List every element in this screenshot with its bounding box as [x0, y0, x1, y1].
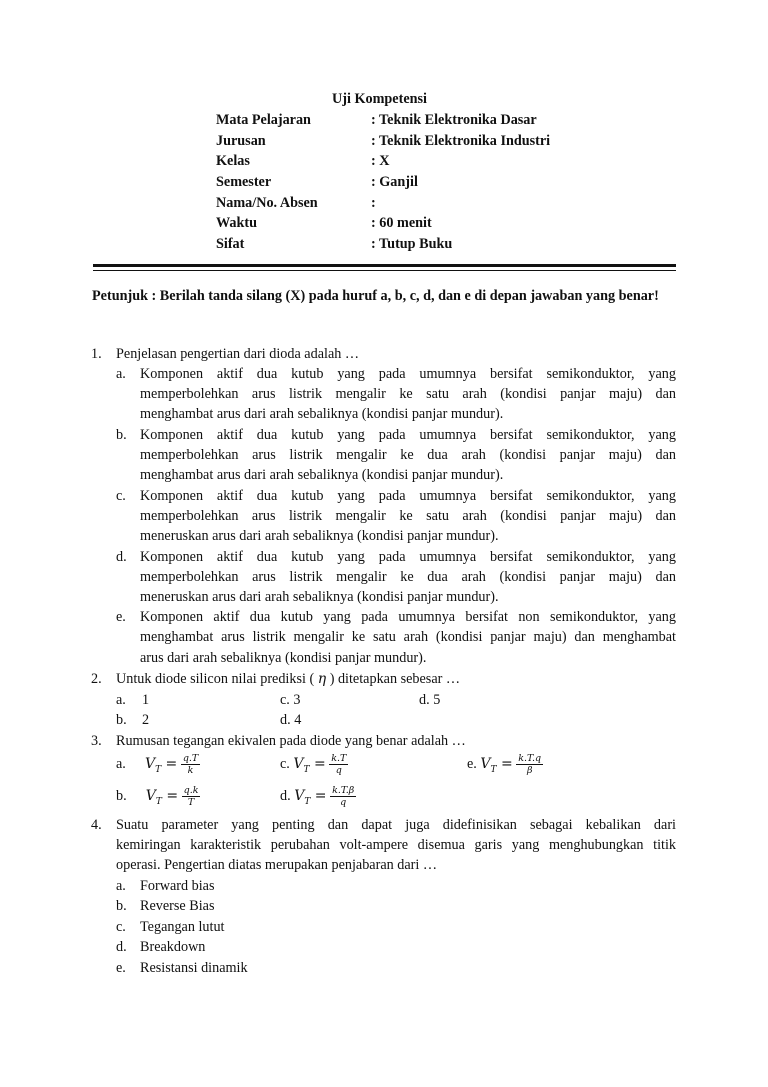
q4-text-line: kemiringan karakteristik perubahan volt-ampere disemua garis yang menghubungkan titik	[116, 837, 676, 853]
header-divider-thick	[93, 264, 676, 267]
q2-number: 2.	[91, 671, 102, 687]
q1-option-e-line: Komponen aktif dua kutub yang pada umumnya bersifat non semikonduktor, yang	[140, 609, 676, 625]
q1-option-b-line: memperbolehkan arus listrik mengalir ke dua arah (kondisi panjar maju) dan	[140, 447, 676, 463]
q4-option-c-letter: c.	[116, 919, 126, 935]
q3-option-e-prefix: e.	[467, 755, 477, 772]
q4-text-line: operasi. Pengertian diatas merupakan penjabaran dari …	[116, 857, 438, 873]
voltage-symbol: $V_T$	[294, 787, 311, 807]
q3-number: 3.	[91, 733, 102, 749]
q4-option-d-text: Breakdown	[140, 939, 206, 955]
q4-number: 4.	[91, 817, 102, 833]
header-value-semester: : Ganjil	[371, 174, 418, 190]
header-value-subject: : Teknik Elektronika Dasar	[371, 112, 537, 128]
q3-option-b: b. $V_T$ = $\frac{q.k}{T}$	[116, 785, 199, 808]
header-label-class: Kelas	[216, 153, 250, 169]
q4-option-b-letter: b.	[116, 898, 127, 914]
q1-option-c-line: meneruskan arus dari arah sebaliknya (kondisi panjar mundur).	[140, 528, 499, 544]
q2-option-e: d. 5	[419, 692, 441, 708]
q3-option-d: d. $V_T$ = $\frac{k.T.\beta}{q}$	[280, 785, 355, 808]
q3-option-a-prefix: a.	[116, 755, 126, 772]
header-label-semester: Semester	[216, 174, 272, 190]
q3-option-c-fraction: $\frac{k.T}{q}$	[331, 753, 347, 776]
q2-text-after: ) ditetapkan sebesar …	[326, 671, 461, 687]
q2-option-a-letter: a.	[116, 692, 126, 708]
q3-option-d-prefix: d.	[280, 787, 291, 804]
q1-option-d-letter: d.	[116, 549, 127, 565]
voltage-symbol: $V_T$	[145, 787, 162, 807]
q1-option-b-letter: b.	[116, 427, 127, 443]
q2-option-b-letter: b.	[116, 712, 127, 728]
q1-option-b-line: Komponen aktif dua kutub yang pada umumnya bersifat semikonduktor, yang	[140, 427, 676, 443]
q3-option-b-fraction: $\frac{q.k}{T}$	[183, 785, 199, 808]
instructions: Petunjuk : Berilah tanda silang (X) pada huruf a, b, c, d, dan e di depan jawaban yang benar!	[92, 288, 659, 304]
q4-option-e-text: Resistansi dinamik	[140, 960, 248, 976]
q1-option-c-line: Komponen aktif dua kutub yang pada umumnya bersifat semikonduktor, yang	[140, 488, 676, 504]
q3-option-b-prefix: b.	[116, 787, 127, 804]
q1-option-a-line: Komponen aktif dua kutub yang pada umumnya bersifat semikonduktor, yang	[140, 366, 676, 382]
voltage-symbol: $V_T$	[293, 755, 310, 775]
header-value-time: : 60 menit	[371, 215, 432, 231]
q3-option-a: a. $V_T$ = $\frac{q.T}{k}$	[116, 753, 199, 776]
voltage-symbol: $V_T$	[144, 755, 162, 775]
q3-option-c: c. $V_T$ = $\frac{k.T}{q}$	[280, 753, 347, 776]
q3-option-c-prefix: c.	[280, 755, 290, 772]
eta-symbol: η	[317, 671, 327, 687]
q4-option-a-letter: a.	[116, 878, 126, 894]
q4-option-c-text: Tegangan lutut	[140, 919, 225, 935]
q1-option-e-line: arus dari arah sebaliknya (kondisi panjar mundur).	[140, 650, 427, 666]
header-label-nature: Sifat	[216, 236, 245, 252]
header-label-department: Jurusan	[216, 133, 266, 149]
q1-option-a-line: menghambat arus dari arah sebaliknya (kondisi panjar mundur).	[140, 406, 504, 422]
header-label-subject: Mata Pelajaran	[216, 112, 311, 128]
q1-option-b-line: menghambat arus dari arah sebaliknya (kondisi panjar mundur).	[140, 467, 504, 483]
header-value-class: : X	[371, 153, 390, 169]
q1-option-e-line: menghambat arus listrik mengalir ke satu arah (kondisi panjar maju) dan menghambat	[140, 629, 676, 645]
q3-option-d-fraction: $\frac{k.T.\beta}{q}$	[332, 785, 355, 808]
q3-option-e-fraction: $\frac{k.T.q}{\beta}$	[518, 753, 542, 776]
q2-option-b-value: 2	[142, 712, 150, 728]
q1-option-d-line: Komponen aktif dua kutub yang pada umumnya bersifat semikonduktor, yang	[140, 549, 676, 565]
q1-option-d-line: memperbolehkan arus listrik mengalir ke dua arah (kondisi panjar maju) dan	[140, 569, 676, 585]
q1-option-a-letter: a.	[116, 366, 126, 382]
q3-option-e: e. $V_T$ = $\frac{k.T.q}{\beta}$	[467, 753, 542, 776]
q1-option-c-letter: c.	[116, 488, 126, 504]
q4-text-line: Suatu parameter yang penting dan dapat juga didefinisikan sebagai kebalikan dari	[116, 817, 676, 833]
header-value-nature: : Tutup Buku	[371, 236, 453, 252]
q3-text: Rumusan tegangan ekivalen pada diode yang benar adalah …	[116, 733, 466, 749]
q4-option-d-letter: d.	[116, 939, 127, 955]
q2-option-d: d. 4	[280, 712, 302, 728]
q1-option-c-line: memperbolehkan arus listrik mengalir ke satu arah (kondisi panjar maju) dan	[140, 508, 676, 524]
header-label-name: Nama/No. Absen	[216, 195, 318, 211]
q2-option-a-value: 1	[142, 692, 150, 708]
page-title: Uji Kompetensi	[332, 91, 427, 107]
q1-option-a-line: memperbolehkan arus listrik mengalir ke satu arah (kondisi panjar maju) dan	[140, 386, 676, 402]
header-label-time: Waktu	[216, 215, 258, 231]
q1-option-d-line: meneruskan arus dari arah sebaliknya (kondisi panjar mundur).	[140, 589, 499, 605]
q4-option-a-text: Forward bias	[140, 878, 215, 894]
q1-number: 1.	[91, 346, 102, 362]
q4-option-b-text: Reverse Bias	[140, 898, 215, 914]
header-value-department: : Teknik Elektronika Industri	[371, 133, 551, 149]
header-value-name: :	[371, 195, 376, 211]
q3-option-a-fraction: $\frac{q.T}{k}$	[182, 753, 199, 776]
voltage-symbol: $V_T$	[480, 755, 497, 775]
q2-text	[116, 671, 460, 688]
q4-option-e-letter: e.	[116, 960, 126, 976]
q2-text-before: Untuk diode silicon nilai prediksi (	[116, 671, 318, 687]
q2-option-c: c. 3	[280, 692, 301, 708]
q1-text: Penjelasan pengertian dari dioda adalah …	[116, 346, 360, 362]
q1-option-e-letter: e.	[116, 609, 126, 625]
header-divider-thin	[93, 270, 676, 271]
